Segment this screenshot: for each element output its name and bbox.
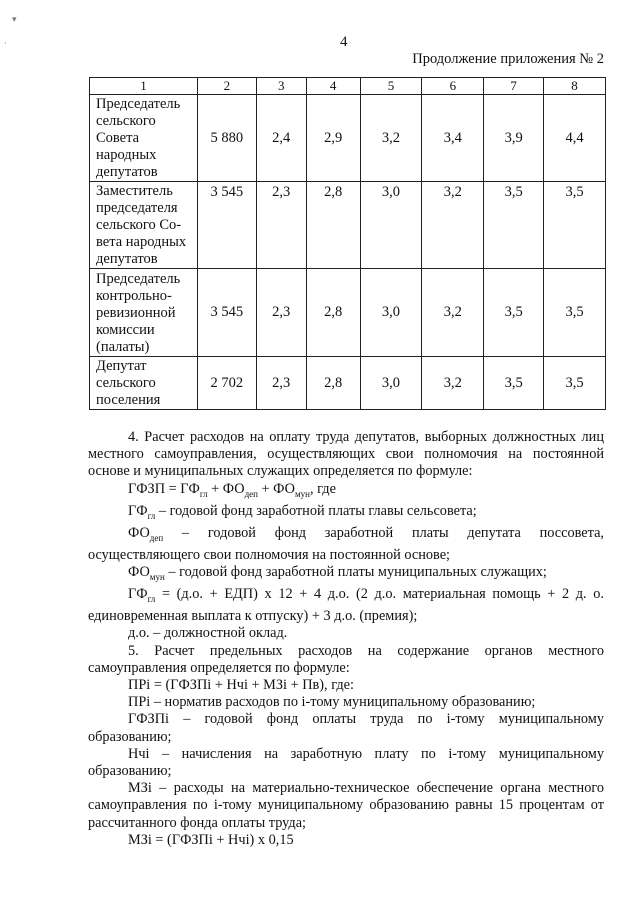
definition-do: д.о. – должностной оклад. <box>128 625 288 642</box>
definition-nchi: Нчі – начисления на заработную плату по і-тому муниципальному образованию; <box>88 745 604 779</box>
definition-gf: $ГФ_{гл}$ – годовой фонд заработной платы главы сельсовета; <box>128 502 477 521</box>
value-cell: 3 545 <box>197 182 256 269</box>
value-cell: 3,0 <box>360 357 422 410</box>
value-cell: 3,0 <box>360 182 422 269</box>
value-cell: 3,0 <box>360 269 422 357</box>
value-cell: 5 880 <box>197 95 256 182</box>
table-row <box>90 269 606 357</box>
formula-mzi: МЗі = (ГФЗПі + Нчі) х 0,15 <box>128 831 294 848</box>
definition-fo-mun: $ФО_{мун}$ – годовой фонд заработной платы муниципальных служащих; <box>128 564 547 582</box>
page-number: 4 <box>340 34 348 50</box>
table-row <box>90 95 606 182</box>
value-cell: 3,2 <box>422 357 484 410</box>
formula-pri: ПРі = (ГФЗПі + Нчі + МЗі + Пв), где: <box>128 676 354 693</box>
table-header-row <box>90 78 606 95</box>
column-header: 1 <box>90 78 198 95</box>
column-header: 4 <box>306 78 360 95</box>
document-body <box>88 429 604 849</box>
value-cell: 3,5 <box>544 357 606 410</box>
value-cell: 3,4 <box>422 95 484 182</box>
column-header: 5 <box>360 78 422 95</box>
value-cell: 3,2 <box>360 95 422 182</box>
salary-coefficient-table <box>89 77 606 410</box>
value-cell: 2,8 <box>306 182 360 269</box>
value-cell: 4,4 <box>544 95 606 182</box>
formula-gf: $ГФ_{гл} = (д.о$. + ЕДП) х 12 + 4 д.о. (2 д.о. материальная помощь + 2 д. о. единовременная выплата к отпуску) + 3 д.о. (премия); <box>88 586 604 625</box>
value-cell: 3,5 <box>544 182 606 269</box>
value-cell: 3,5 <box>484 182 544 269</box>
value-cell: 3,9 <box>484 95 544 182</box>
table-row <box>90 182 606 269</box>
formula-gfzp: ГФЗП = $ГФ_{гл} + ФО_{деп} + ФО_{мун}$, где <box>128 480 336 499</box>
definition-pri: ПРі – норматив расходов по і-тому муниципальному образованию; <box>128 694 536 711</box>
value-cell: 2 702 <box>197 357 256 410</box>
value-cell: 3 545 <box>197 269 256 357</box>
column-header: 2 <box>197 78 256 95</box>
value-cell: 2,4 <box>256 95 306 182</box>
column-header: 6 <box>422 78 484 95</box>
value-cell: 2,9 <box>306 95 360 182</box>
column-header: 8 <box>544 78 606 95</box>
value-cell: 2,8 <box>306 357 360 410</box>
value-cell: 3,2 <box>422 269 484 357</box>
definition-gfzpi: ГФЗПі – годовой фонд оплаты труда по і-тому муниципальному образованию; <box>88 711 604 745</box>
definition-fo-dep: $ФО_{деп}$ – годовой фонд заработной платы депутата поссовета, осуществляющего свои полномочия на постоянной основе; <box>88 524 604 563</box>
value-cell: 3,5 <box>544 269 606 357</box>
value-cell: 2,3 <box>256 182 306 269</box>
paragraph-5: 5. Расчет предельных расходов на содержание органов местного самоуправления определяется по формуле: <box>88 642 604 676</box>
column-header: 7 <box>484 78 544 95</box>
position-cell: Председатель сельского Совета народных депутатов <box>90 95 198 182</box>
value-cell: 3,5 <box>484 269 544 357</box>
position-cell: Председатель контрольно-ревизионной комиссии (палаты) <box>90 269 198 357</box>
value-cell: 2,3 <box>256 357 306 410</box>
definition-mzi: МЗі – расходы на материально-техническое обеспечение органа местного самоуправления по і-тому муниципальному образованию равны 15 процентам от рассчитанного фонда оплаты труда; <box>88 780 604 831</box>
value-cell: 3,5 <box>484 357 544 410</box>
paragraph-4: 4. Расчет расходов на оплату труда депутатов, выборных должностных лиц местного самоуправления, осуществляющих свои полномочия на постоянной основе и муниципальных служащих определяется по формуле: <box>88 429 604 480</box>
value-cell: 2,3 <box>256 269 306 357</box>
position-cell: Депутат сельского поселения <box>90 357 198 410</box>
table-row <box>90 357 606 410</box>
column-header: 3 <box>256 78 306 95</box>
value-cell: 3,2 <box>422 182 484 269</box>
position-cell: Заместитель председателя сельского Со-вета народных депутатов <box>90 182 198 269</box>
value-cell: 2,8 <box>306 269 360 357</box>
continuation-label: Продолжение приложения № 2 <box>412 51 604 67</box>
